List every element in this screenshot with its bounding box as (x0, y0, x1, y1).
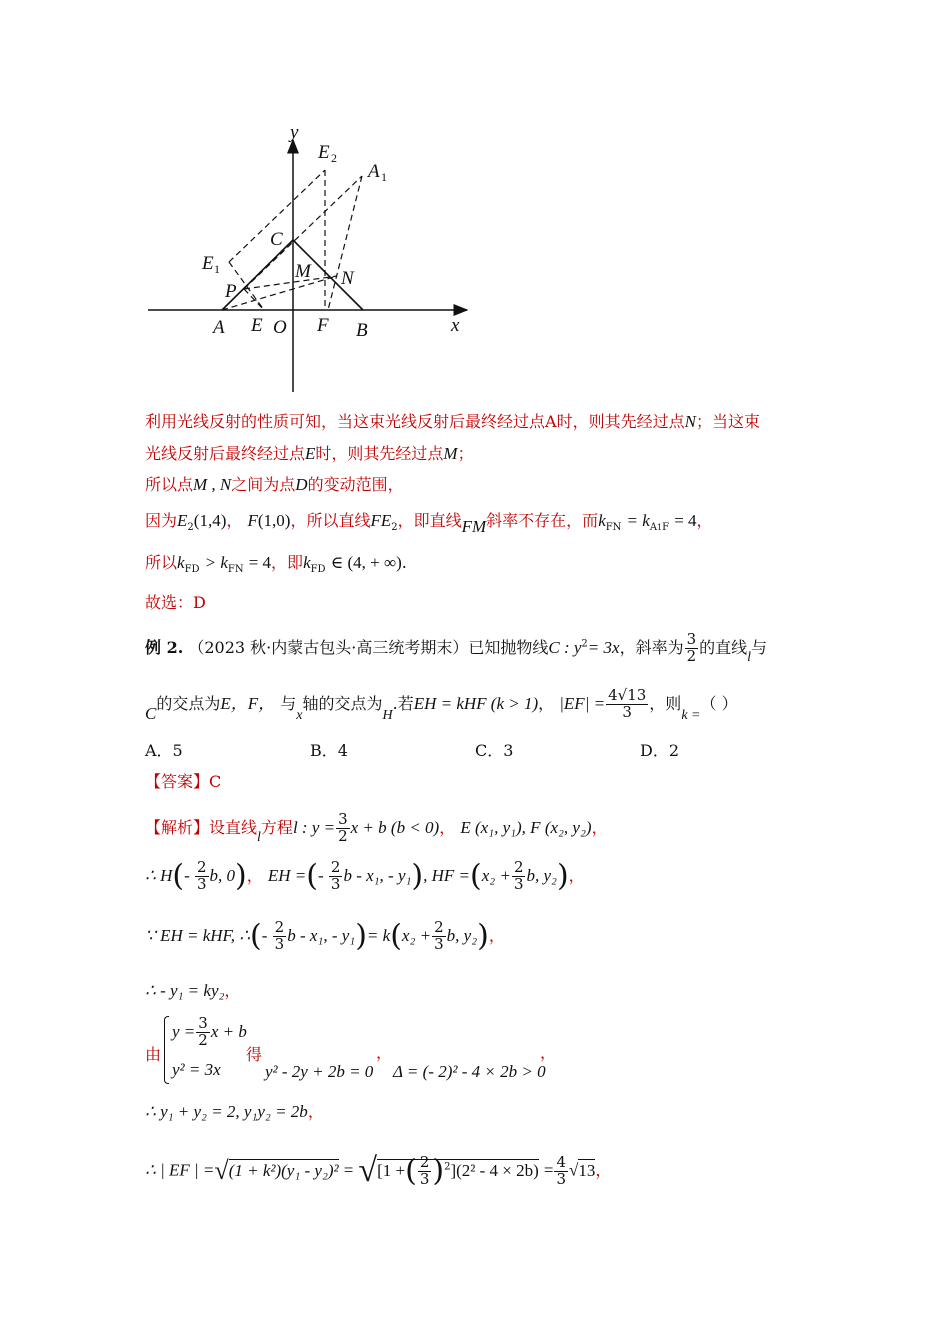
option-B[interactable]: B．4 (310, 741, 348, 760)
solution-line-1: 利用光线反射的性质可知，当这束光线反射后最终经过点A时，则其先经过点N；当这束 (145, 412, 760, 431)
step-4-delta: Δ = (- 2)² - 4 × 2b > 0 (393, 1062, 546, 1081)
dash-A1-F (328, 176, 362, 310)
label-F: F (317, 315, 329, 336)
label-x: x (451, 315, 460, 336)
label-N: N (341, 268, 354, 289)
system-eq-2: y² = 3x (172, 1060, 221, 1079)
label-A1: A (368, 161, 380, 182)
label-E1-sub: 1 (214, 262, 220, 276)
geometry-figure (0, 0, 950, 400)
solution-line-4: 因为$E_2(1,4)$， F(1,0)，所以直线$FE_2$，即直线FM斜率不存在，而$k_{FN} = k_{A1F} = 4$， (145, 511, 713, 536)
label-B: B (356, 320, 368, 341)
solution-line-5: 所以$k_{FD} > k_{FN} = 4$，即$k_{FD}$ ∈ (4, + ∞). (145, 553, 407, 576)
system-eq-1: y = $\frac{3}{2}$ x + b (172, 1014, 247, 1049)
answer-line: 故选：D (145, 593, 206, 612)
label-O: O (273, 317, 287, 338)
label-P: P (225, 281, 237, 302)
example2-statement-row2: C的交点为E，F， 与x轴的交点为H.若EH = kHF (k > 1)， |EF| = $\frac{4√13}{3}$ ，则k =（ ） (145, 686, 738, 723)
step-4-you: 由 (145, 1045, 162, 1064)
step-4-comma: ， (376, 1043, 393, 1062)
option-A[interactable]: A．5 (145, 741, 183, 760)
step-4-quadratic: y² - 2y + 2b = 0 (265, 1062, 374, 1081)
label-E2: E (318, 142, 330, 163)
step-3: ∴ - y₁ = ky₂， (145, 981, 241, 1000)
example2-statement-row1: 例 2. （2023 秋·内蒙古包头·高三统考期末）已知抛物线C : $y^2= 3x$，斜率为 $\frac{3}{2}$ 的直线l与 (145, 630, 768, 665)
label-M: M (295, 261, 311, 282)
analysis-line: 【解析】设直线l方程l : y = $\frac{3}{2}$ x + b (b < 0)， E (x₁, y₁), F (x₂, y₂)， (145, 810, 608, 845)
label-C: C (270, 229, 283, 250)
label-E: E (251, 315, 263, 336)
solution-line-2: 光线反射后最终经过点E时，则其先经过点M； (145, 444, 474, 463)
label-E2-sub: 2 (331, 151, 337, 165)
step-1: ∴ H(- $\frac{2}{3}$ b, 0)， EH =(- $\frac{2}{3}$ b - x₁, - y₁), HF =(x₂ + $\frac{2}{3}$ b, y₂)， (145, 858, 585, 894)
system-brace (164, 1016, 169, 1084)
label-y: y (290, 122, 299, 143)
option-C[interactable]: C．3 (475, 741, 514, 760)
step-4-end: ， (540, 1043, 557, 1062)
dash-P-N (244, 276, 337, 289)
answer-tag: 【答案】C (145, 772, 222, 791)
option-D[interactable]: D．2 (640, 741, 680, 760)
dash-P-E (244, 289, 264, 310)
label-A1-sub: 1 (381, 170, 387, 184)
step-2: ∵ EH = kHF, ∴(- $\frac{2}{3}$ b - x₁, - y₁)= k(x₂ + $\frac{2}{3}$ b, y₂)， (145, 918, 505, 954)
example-label: 例 2. (145, 637, 184, 657)
step-6: ∴ | EF | =√(1 + k²)(y₁ - y₂)² = √[1 +( $\frac{2}{3}$ )$^2$](2² - 4 × 2b) = $\frac{4}{3}$ √13， (145, 1152, 612, 1189)
solution-line-3: 所以点M , N之间为点D的变动范围， (145, 475, 404, 494)
step-4-de: 得 (246, 1045, 263, 1064)
step-5: ∴ y₁ + y₂ = 2, y₁y₂ = 2b， (145, 1102, 324, 1121)
label-A: A (213, 317, 225, 338)
label-E1: E (202, 253, 214, 274)
